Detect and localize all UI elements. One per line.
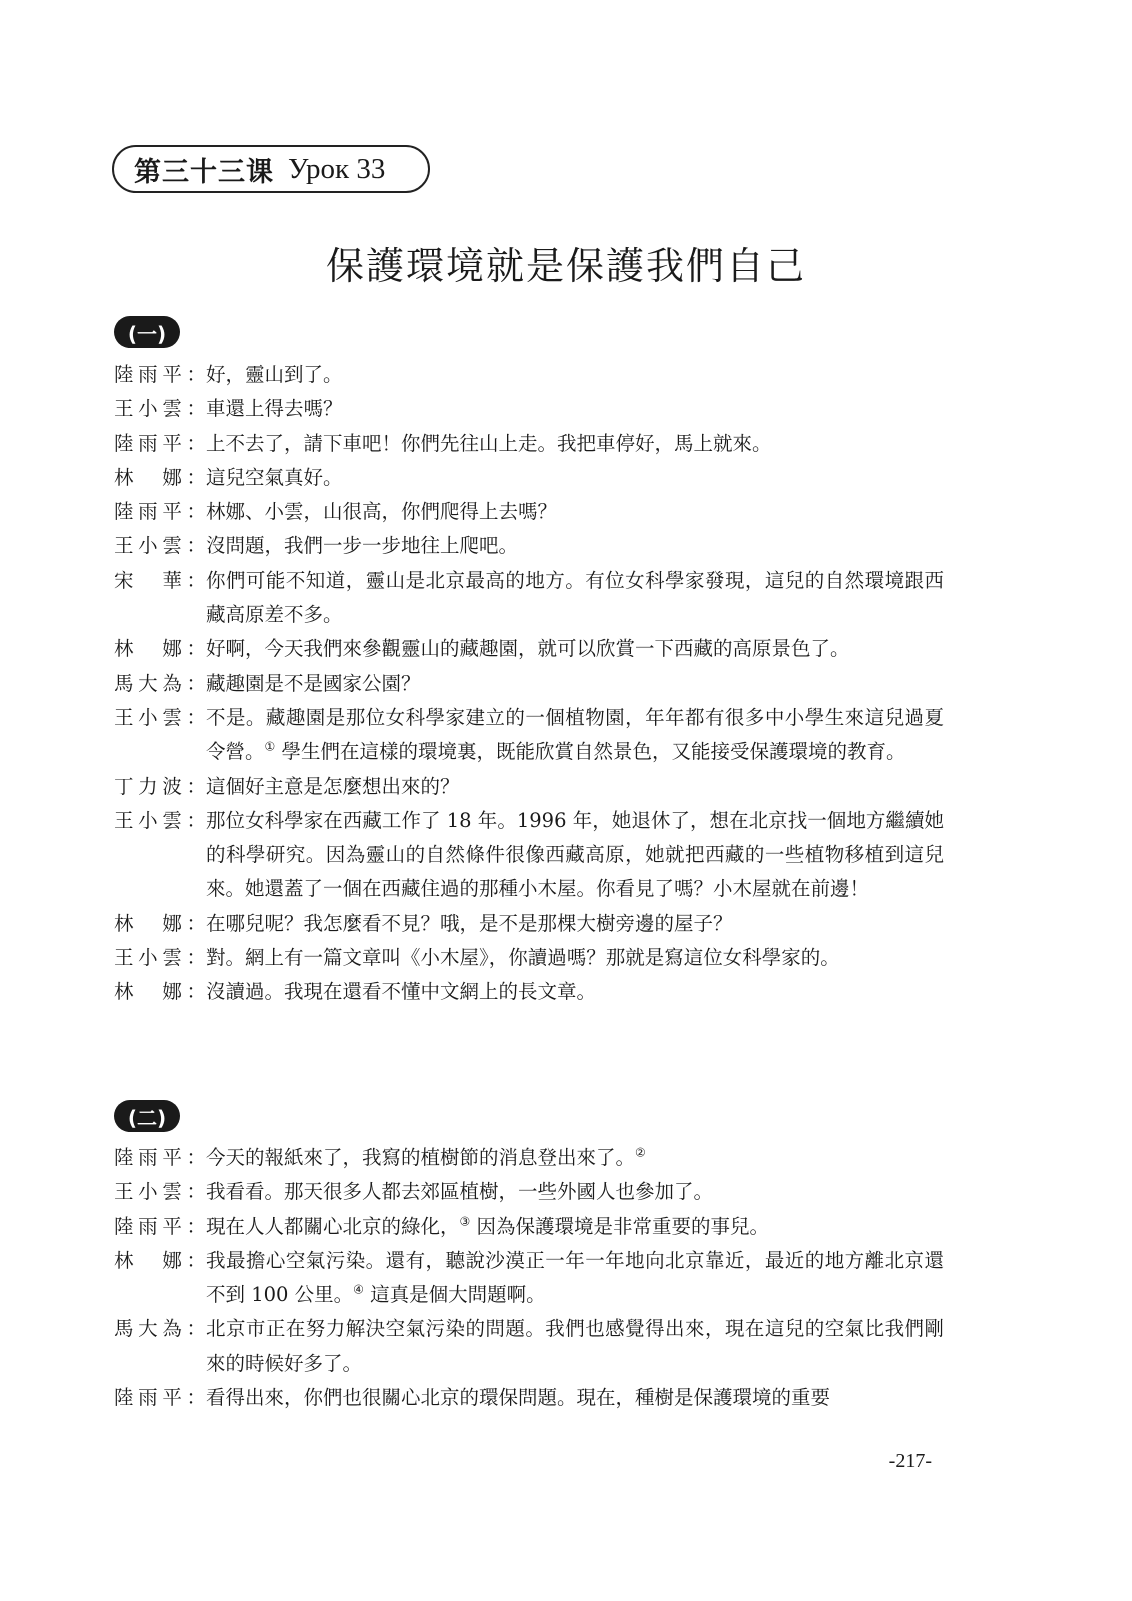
speaker-name: 馬大為： (114, 1317, 206, 1341)
dialogue-text (206, 1381, 944, 1415)
dialogue-text (206, 529, 944, 563)
dialogue-line (114, 907, 944, 941)
dialogue-text (206, 392, 944, 426)
speaker-name: 王小雲： (114, 1180, 206, 1204)
dialogue-text (206, 495, 944, 529)
dialogue-text (206, 427, 944, 461)
dialogue-text (206, 941, 944, 975)
speaker-name: 林 娜： (114, 637, 206, 661)
dialogue-text-part: 在哪兒呢？我怎麼看不見？哦，是不是那棵大樹旁邊的屋子？ (206, 911, 733, 935)
dialogue-text-part: 對。網上有一篇文章叫《小木屋》，你讀過嗎？那就是寫這位女科學家的。 (206, 946, 840, 970)
speaker-name: 宋 華： (114, 568, 206, 592)
dialogue-text-part: 車還上得去嗎？ (206, 397, 343, 421)
dialogue-text-part: 這個好主意是怎麼想出來的？ (206, 774, 460, 798)
section-badge-2: (二) (114, 1100, 180, 1132)
dialogue-text (206, 1141, 944, 1175)
dialogue-text-part: 因為保護環境是非常重要的事兒。 (470, 1214, 769, 1238)
dialogue-text-part: 好，靈山到了。 (206, 363, 343, 386)
dialogue-text-part: 我最擔心空氣污染。還有，聽說沙漠正一年一年地向北京靠近，最近的地方離北京還不到 100 公里。 (206, 1248, 944, 1307)
dialogue-text-part: 我看看。那天很多人都去郊區植樹，一些外國人也參加了。 (206, 1180, 714, 1204)
dialogue-line (114, 461, 944, 495)
dialogue-text (206, 1312, 944, 1381)
lesson-header (112, 145, 430, 193)
dialogue-text-part: 上不去了，請下車吧！你們先往山上走。我把車停好，馬上就來。 (206, 431, 772, 455)
dialogue-line (114, 941, 944, 975)
speaker-name: 王小雲： (114, 534, 206, 558)
dialogue-line (114, 632, 944, 666)
dialogue-section-2 (114, 1141, 944, 1415)
dialogue-line (114, 427, 944, 461)
speaker-name: 王小雲： (114, 808, 206, 832)
dialogue-text-part: 看得出來，你們也很關心北京的環保問題。現在，種樹是保護環境的重要 (206, 1386, 831, 1410)
speaker-name: 陸雨平： (114, 500, 206, 524)
speaker-name: 陸雨平： (114, 431, 206, 455)
footnote-marker: ④ (353, 1282, 364, 1297)
speaker-name: 王小雲： (114, 397, 206, 421)
speaker-name: 林 娜： (114, 911, 206, 935)
dialogue-line (114, 392, 944, 426)
dialogue-text-part: 你們可能不知道，靈山是北京最高的地方。有位女科學家發現，這兒的自然環境跟西藏高原差不多。 (206, 568, 944, 627)
dialogue-line (114, 701, 944, 770)
speaker-name: 王小雲： (114, 946, 206, 970)
dialogue-line (114, 667, 944, 701)
speaker-name: 丁力波： (114, 774, 206, 798)
footnote-marker: ③ (459, 1214, 471, 1229)
dialogue-text-part: 這真是個大問題啊。 (363, 1283, 546, 1307)
page-title: 保護環境就是保護我們自己 (325, 244, 806, 288)
section-badge-1: (一) (114, 316, 180, 348)
dialogue-line (114, 1244, 944, 1313)
dialogue-text (206, 907, 944, 941)
speaker-name: 陸雨平： (114, 1214, 206, 1238)
dialogue-text-part: 學生們在這樣的環境裏，既能欣賞自然景色，又能接受保護環境的教育。 (275, 740, 906, 764)
dialogue-text (206, 701, 944, 770)
dialogue-line (114, 1210, 944, 1244)
dialogue-text (206, 1210, 944, 1244)
dialogue-text-part: 北京市正在努力解決空氣污染的問題。我們也感覺得出來，現在這兒的空氣比我們剛來的時候好多了。 (206, 1317, 944, 1375)
dialogue-line (114, 804, 944, 907)
dialogue-text (206, 770, 944, 804)
dialogue-line (114, 564, 944, 633)
speaker-name: 林 娜： (114, 980, 206, 1004)
dialogue-text (206, 1175, 944, 1209)
dialogue-text-part: 不是。藏趣園是那位女科學家建立的一個植物園，年年都有很多中小學生來這兒過夏令營。 (206, 705, 944, 764)
speaker-name: 林 娜： (114, 465, 206, 489)
page-number: -217- (888, 1450, 932, 1472)
dialogue-text-part: 沒讀過。我現在還看不懂中文網上的長文章。 (206, 980, 597, 1004)
dialogue-text-part: 林娜、小雲，山很高，你們爬得上去嗎？ (206, 500, 558, 524)
dialogue-text (206, 632, 944, 666)
footnote-marker: ② (635, 1145, 646, 1160)
dialogue-line (114, 1312, 944, 1381)
dialogue-text-part: 沒問題，我們一步一步地往上爬吧。 (206, 534, 519, 558)
dialogue-text (206, 667, 944, 701)
dialogue-text (206, 975, 944, 1009)
footnote-marker: ① (264, 739, 276, 754)
dialogue-text-part: 這兒空氣真好。 (206, 465, 343, 489)
lesson-number-ru: Урок 33 (288, 152, 386, 185)
dialogue-line (114, 1175, 944, 1209)
dialogue-text-part: 好啊，今天我們來參觀靈山的藏趣園，就可以欣賞一下西藏的高原景色了。 (206, 637, 850, 661)
dialogue-line (114, 1381, 944, 1415)
dialogue-line (114, 975, 944, 1009)
dialogue-text (206, 804, 944, 907)
speaker-name: 馬大為： (114, 671, 206, 695)
dialogue-text-part: 藏趣園是不是國家公園？ (206, 671, 421, 695)
dialogue-text-part: 那位女科學家在西藏工作了 18 年。1996 年，她退休了，想在北京找一個地方繼續她的科學研究。因為靈山的自然條件很像西藏高原，她就把西藏的一些植物移植到這兒來。她還蓋了一個在西藏住過的那種小木屋。你看見了嗎？小木屋就在前邊！ (206, 808, 944, 901)
dialogue-line (114, 1141, 944, 1175)
dialogue-text (206, 358, 944, 392)
speaker-name: 王小雲： (114, 705, 206, 729)
dialogue-text (206, 1244, 944, 1313)
dialogue-text-part: 現在人人都關心北京的綠化， (206, 1214, 460, 1238)
lesson-number-cn: 第三十三课 (134, 156, 274, 188)
dialogue-text-part: 今天的報紙來了，我寫的植樹節的消息登出來了。 (206, 1146, 636, 1169)
speaker-name: 林 娜： (114, 1248, 206, 1272)
speaker-name: 陸雨平： (114, 363, 206, 386)
dialogue-line (114, 358, 944, 392)
dialogue-line (114, 529, 944, 563)
dialogue-text (206, 564, 944, 633)
dialogue-section-1 (114, 358, 944, 1010)
dialogue-line (114, 495, 944, 529)
speaker-name: 陸雨平： (114, 1146, 206, 1169)
dialogue-text (206, 461, 944, 495)
dialogue-line (114, 770, 944, 804)
speaker-name: 陸雨平： (114, 1386, 206, 1410)
